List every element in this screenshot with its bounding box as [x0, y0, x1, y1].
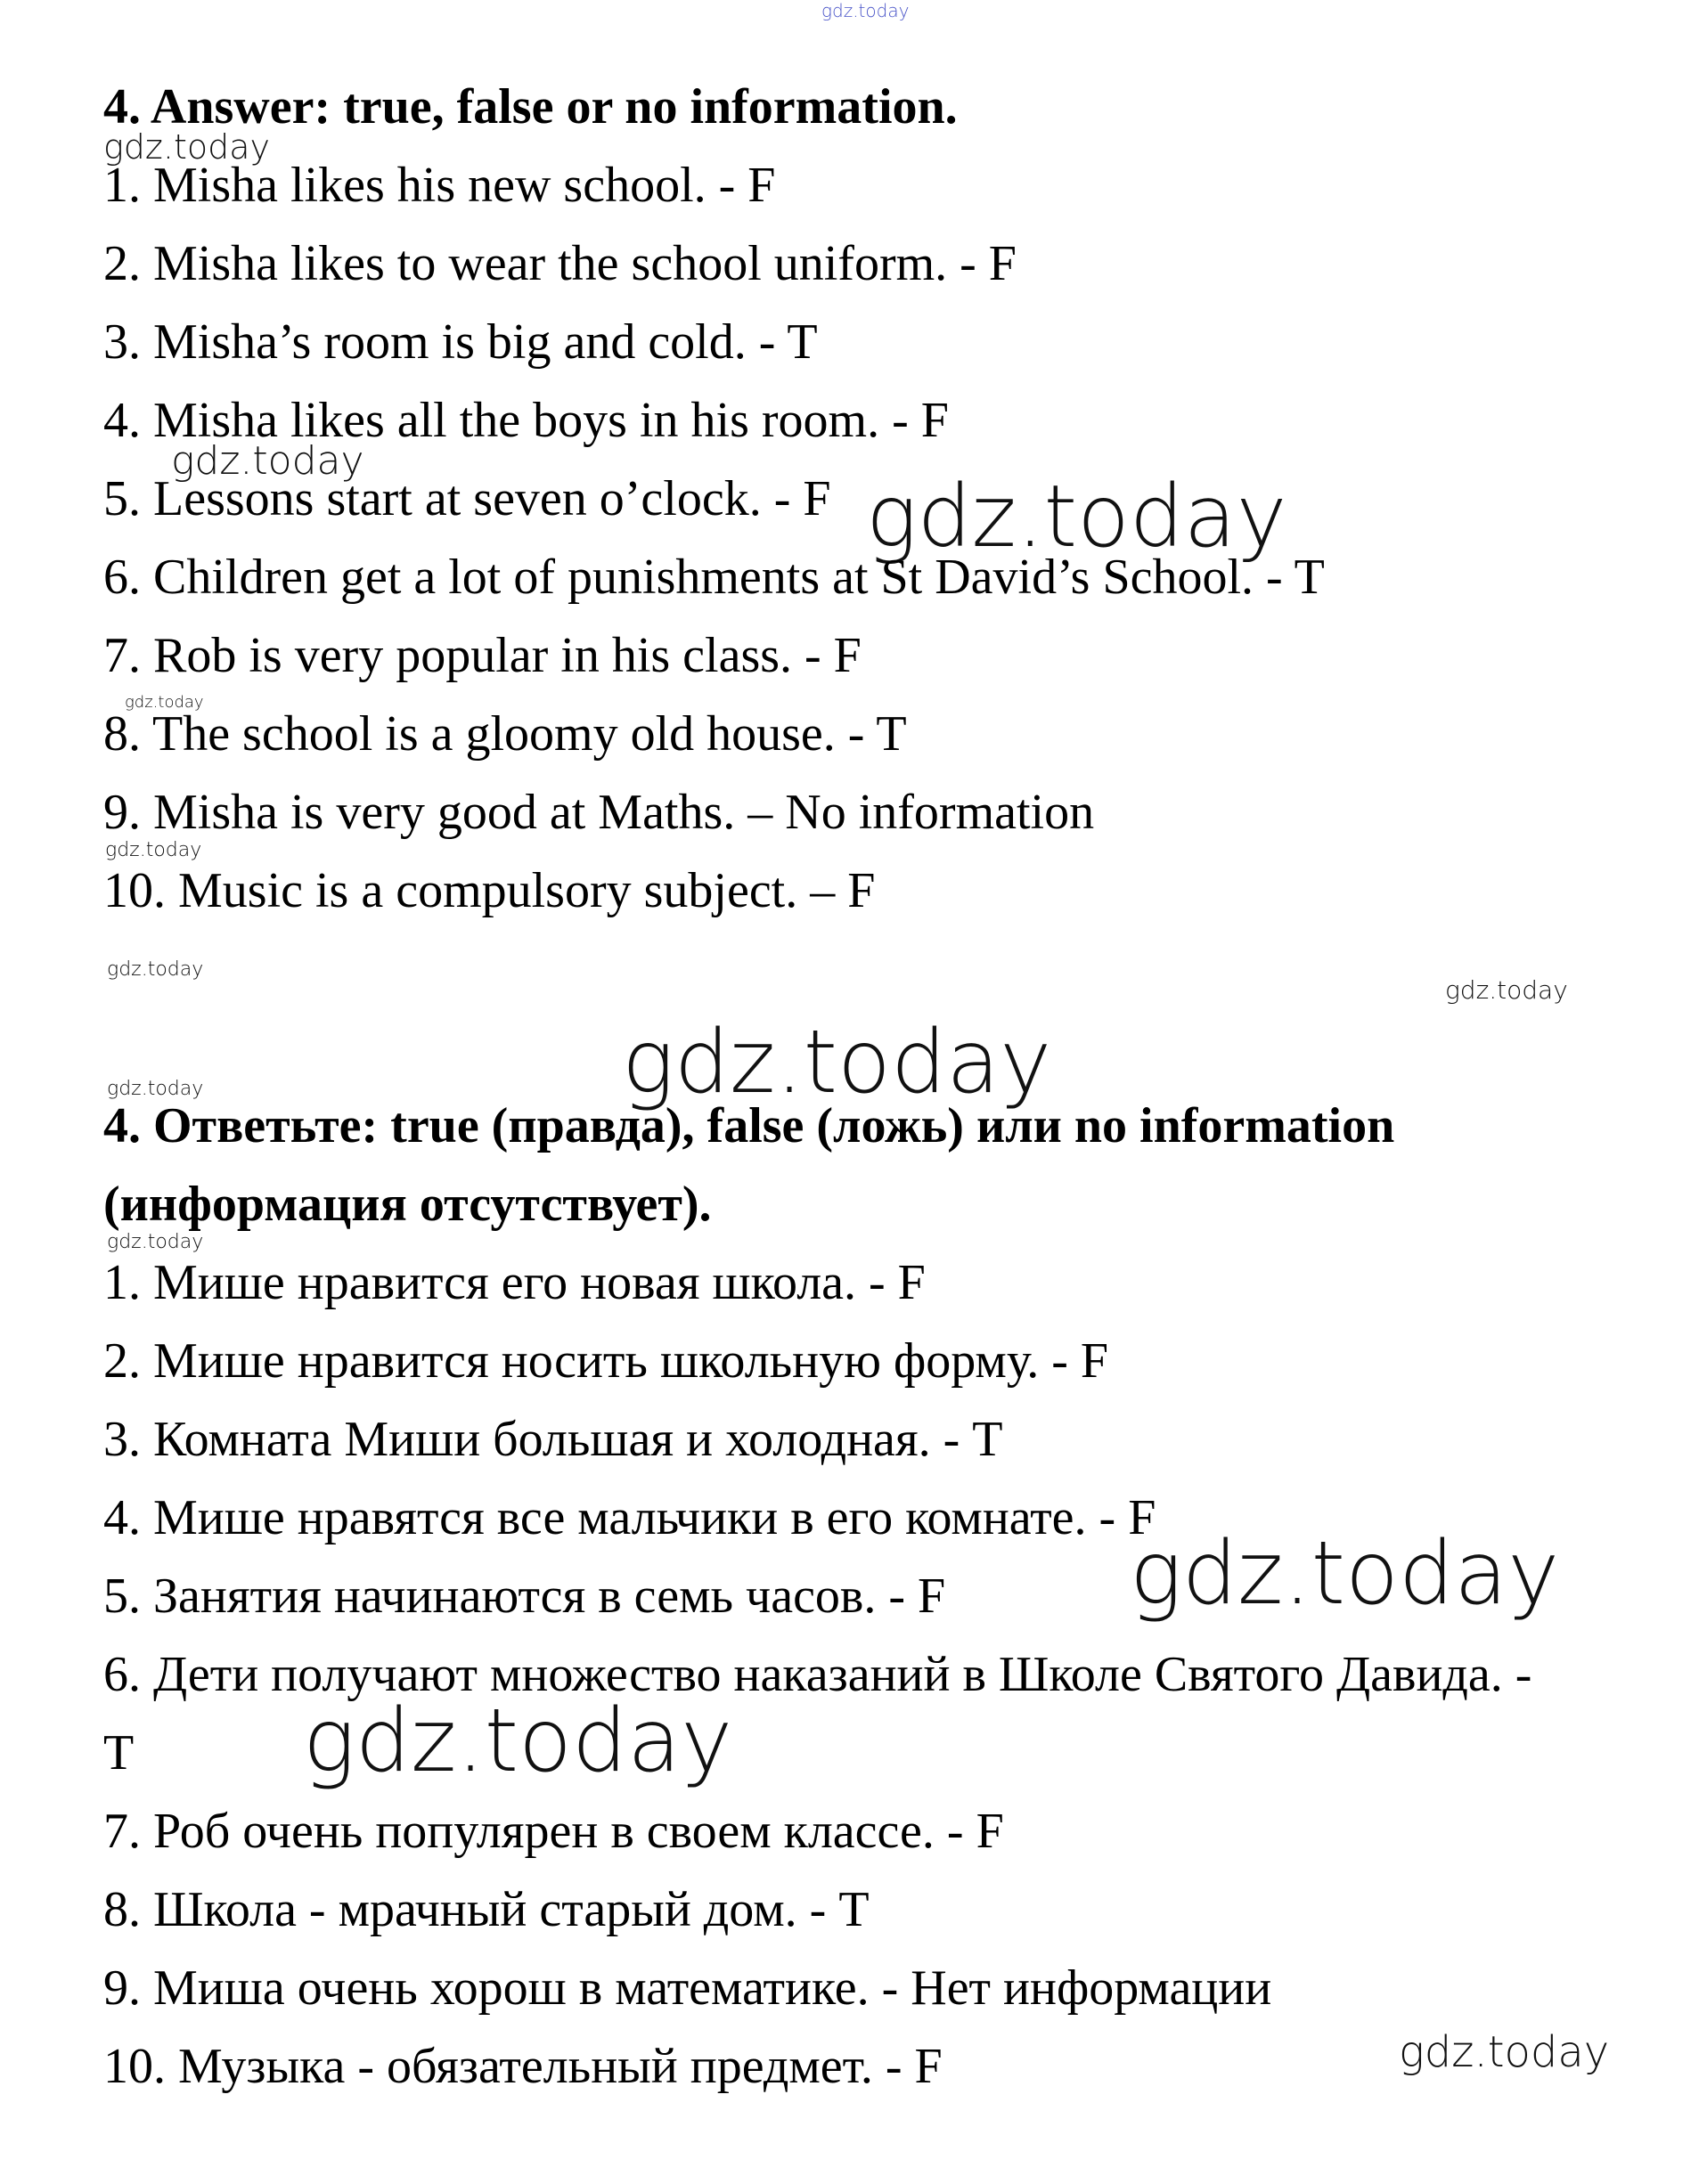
russian-item: 2. Мише нравится носить школьную форму. - F — [103, 1333, 1109, 1389]
english-item: 10. Music is a compulsory subject. – F — [103, 863, 876, 918]
watermark: gdz.today — [103, 127, 270, 167]
russian-item-continuation: T — [103, 1725, 135, 1781]
russian-item: 9. Миша очень хорош в математике. - Нет информации — [103, 1960, 1272, 2016]
english-item: 9. Misha is very good at Maths. – No information — [103, 785, 1095, 840]
english-item: 8. The school is a gloomy old house. - T — [103, 706, 907, 762]
watermark: gdz.today — [107, 958, 204, 981]
watermark: gdz.today — [125, 693, 204, 712]
watermark-large: gdz.today — [622, 1012, 1052, 1113]
russian-item: 8. Школа - мрачный старый дом. - T — [103, 1882, 870, 1937]
english-heading: 4. Answer: true, false or no information. — [103, 79, 958, 134]
english-item: 1. Misha likes his new school. - F — [103, 158, 776, 213]
watermark: gdz.today — [107, 1078, 204, 1100]
watermark: gdz.today — [105, 839, 202, 861]
watermark-large: gdz.today — [1130, 1523, 1560, 1625]
russian-heading-line1: 4. Ответьте: true (правда), false (ложь) или no information — [103, 1098, 1395, 1153]
english-item: 5. Lessons start at seven o’clock. - F — [103, 471, 831, 526]
watermark-large: gdz.today — [866, 467, 1287, 566]
russian-item: 3. Комната Миши большая и холодная. - T — [103, 1412, 1003, 1467]
russian-item: 7. Роб очень популярен в своем классе. - F — [103, 1804, 1004, 1859]
watermark: gdz.today — [107, 1231, 204, 1253]
english-item: 2. Misha likes to wear the school uniform. - F — [103, 236, 1017, 291]
russian-item: 5. Занятия начинаются в семь часов. - F — [103, 1569, 946, 1624]
english-item: 6. Children get a lot of punishments at St David’s School. - T — [103, 550, 1325, 605]
russian-item: 6. Дети получают множество наказаний в Школе Святого Давида. - — [103, 1647, 1532, 1702]
english-item: 4. Misha likes all the boys in his room. - F — [103, 393, 949, 448]
watermark: gdz.today — [171, 438, 364, 484]
watermark: gdz.today — [1445, 975, 1568, 1005]
english-item: 7. Rob is very popular in his class. - F — [103, 628, 862, 683]
english-item: 3. Misha’s room is big and cold. - T — [103, 314, 818, 370]
russian-item: 4. Мише нравятся все мальчики в его комнате. - F — [103, 1490, 1156, 1545]
russian-item: 10. Музыка - обязательный предмет. - F — [103, 2039, 943, 2094]
russian-heading-line2: (информация отсутствует). — [103, 1177, 712, 1232]
russian-item: 1. Мише нравится его новая школа. - F — [103, 1255, 926, 1310]
watermark: gdz.today — [1399, 2027, 1610, 2077]
watermark-large: gdz.today — [303, 1691, 733, 1792]
watermark-top: gdz.today — [821, 0, 910, 21]
